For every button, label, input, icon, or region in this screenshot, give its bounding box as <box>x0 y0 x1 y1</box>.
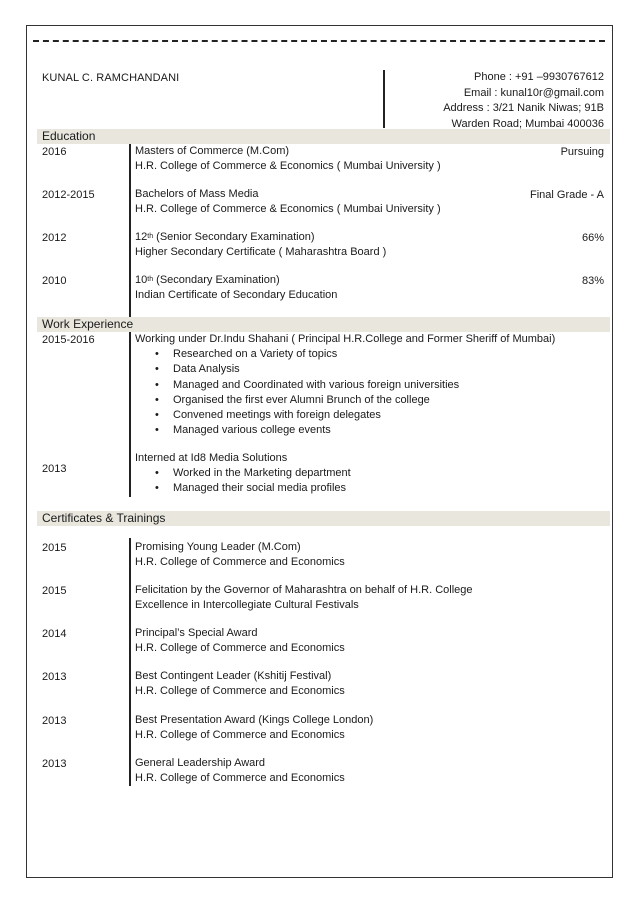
candidate-name: KUNAL C. RAMCHANDANI <box>42 72 180 84</box>
certificate-year: 2013 <box>42 671 67 683</box>
certificate-entry <box>135 669 345 699</box>
work-bullet: • Worked in the Marketing department <box>135 466 351 481</box>
certificate-title: Felicitation by the Governor of Maharashtra on behalf of H.R. College <box>135 584 473 596</box>
email: Email : kunal10r@gmail.com <box>463 86 604 99</box>
work-year: 2013 <box>42 463 67 475</box>
work-bullet: • Managed various college events <box>135 423 555 438</box>
work-bullet: • Organised the first ever Alumni Brunch of the college <box>135 393 555 408</box>
work-bullets <box>135 347 555 439</box>
education-year: 2012 <box>42 232 67 244</box>
education-year: 2010 <box>42 275 67 287</box>
education-result: Final Grade - A <box>530 189 604 201</box>
certificate-issuer: H.R. College of Commerce and Economics <box>135 685 345 697</box>
education-institution: H.R. College of Commerce & Economics ( Mumbai University ) <box>135 203 441 215</box>
dashed-divider <box>33 40 605 42</box>
education-result: 83% <box>581 275 604 287</box>
work-bullet: • Data Analysis <box>135 362 555 377</box>
work-bullet: • Researched on a Variety of topics <box>135 347 555 362</box>
contact-block <box>443 70 604 132</box>
education-year: 2012-2015 <box>42 189 95 201</box>
header-separator <box>383 70 385 128</box>
education-entry <box>135 230 386 260</box>
education-year: 2016 <box>42 146 67 158</box>
certificate-year: 2014 <box>42 628 67 640</box>
certificate-year: 2013 <box>42 715 67 727</box>
certificates-vertical-rule <box>129 538 131 786</box>
certificate-title: Promising Young Leader (M.Com) <box>135 541 301 553</box>
work-year: 2015-2016 <box>42 334 95 346</box>
education-institution: H.R. College of Commerce & Economics ( Mumbai University ) <box>135 160 441 172</box>
certificate-issuer: H.R. College of Commerce and Economics <box>135 642 345 654</box>
address-line-2: Warden Road; Mumbai 400036 <box>451 117 604 130</box>
phone: Phone : +91 –9930767612 <box>474 71 604 83</box>
work-entry <box>135 332 555 439</box>
work-heading: Working under Dr.Indu Shahani ( Principal H.R.College and Former Sheriff of Mumbai) <box>135 333 556 345</box>
certificates-title: Certificates & Trainings <box>42 511 166 525</box>
education-degree: Masters of Commerce (M.Com) <box>135 145 290 157</box>
education-degree: Bachelors of Mass Media <box>135 188 259 200</box>
certificate-entry <box>135 583 473 613</box>
certificate-issuer: H.R. College of Commerce and Economics <box>135 729 345 741</box>
education-result: Pursuing <box>560 146 604 158</box>
work-vertical-rule <box>129 332 131 497</box>
certificate-year: 2015 <box>42 585 67 597</box>
education-section-bar <box>37 129 610 144</box>
certificate-issuer: H.R. College of Commerce and Economics <box>135 772 345 784</box>
certificate-entry <box>135 713 373 743</box>
certificate-title: General Leadership Award <box>135 757 266 769</box>
education-entry <box>135 187 441 217</box>
education-entry <box>135 144 441 174</box>
certificate-title: Best Contingent Leader (Kshitij Festival) <box>135 670 332 682</box>
certificate-entry <box>135 626 345 656</box>
work-title: Work Experience <box>42 317 134 331</box>
work-bullet: • Managed and Coordinated with various foreign universities <box>135 378 555 393</box>
certificate-issuer: Excellence in Intercollegiate Cultural Festivals <box>135 599 359 611</box>
education-entry <box>135 273 337 303</box>
certificate-issuer: H.R. College of Commerce and Economics <box>135 556 345 568</box>
work-bullet: • Convened meetings with foreign delegates <box>135 408 555 423</box>
education-degree: 12th (Senior Secondary Examination) <box>135 231 315 243</box>
certificate-year: 2013 <box>42 758 67 770</box>
work-bullet: • Managed their social media profiles <box>135 481 351 496</box>
education-vertical-rule <box>129 144 131 317</box>
certificate-title: Principal’s Special Award <box>135 627 258 639</box>
education-result: 66% <box>581 232 604 244</box>
certificate-year: 2015 <box>42 542 67 554</box>
address-line-1: Address : 3/21 Nanik Niwas; 91B <box>443 102 604 114</box>
education-degree: 10th (Secondary Examination) <box>135 274 280 286</box>
education-institution: Higher Secondary Certificate ( Maharashtra Board ) <box>135 246 387 258</box>
work-bullets <box>135 466 351 497</box>
education-title: Education <box>42 129 96 143</box>
certificate-title: Best Presentation Award (Kings College London) <box>135 714 374 726</box>
education-institution: Indian Certificate of Secondary Education <box>135 289 338 301</box>
work-entry <box>135 451 351 497</box>
certificate-entry <box>135 540 345 570</box>
work-heading: Interned at Id8 Media Solutions <box>135 452 288 464</box>
certificate-entry <box>135 756 345 786</box>
